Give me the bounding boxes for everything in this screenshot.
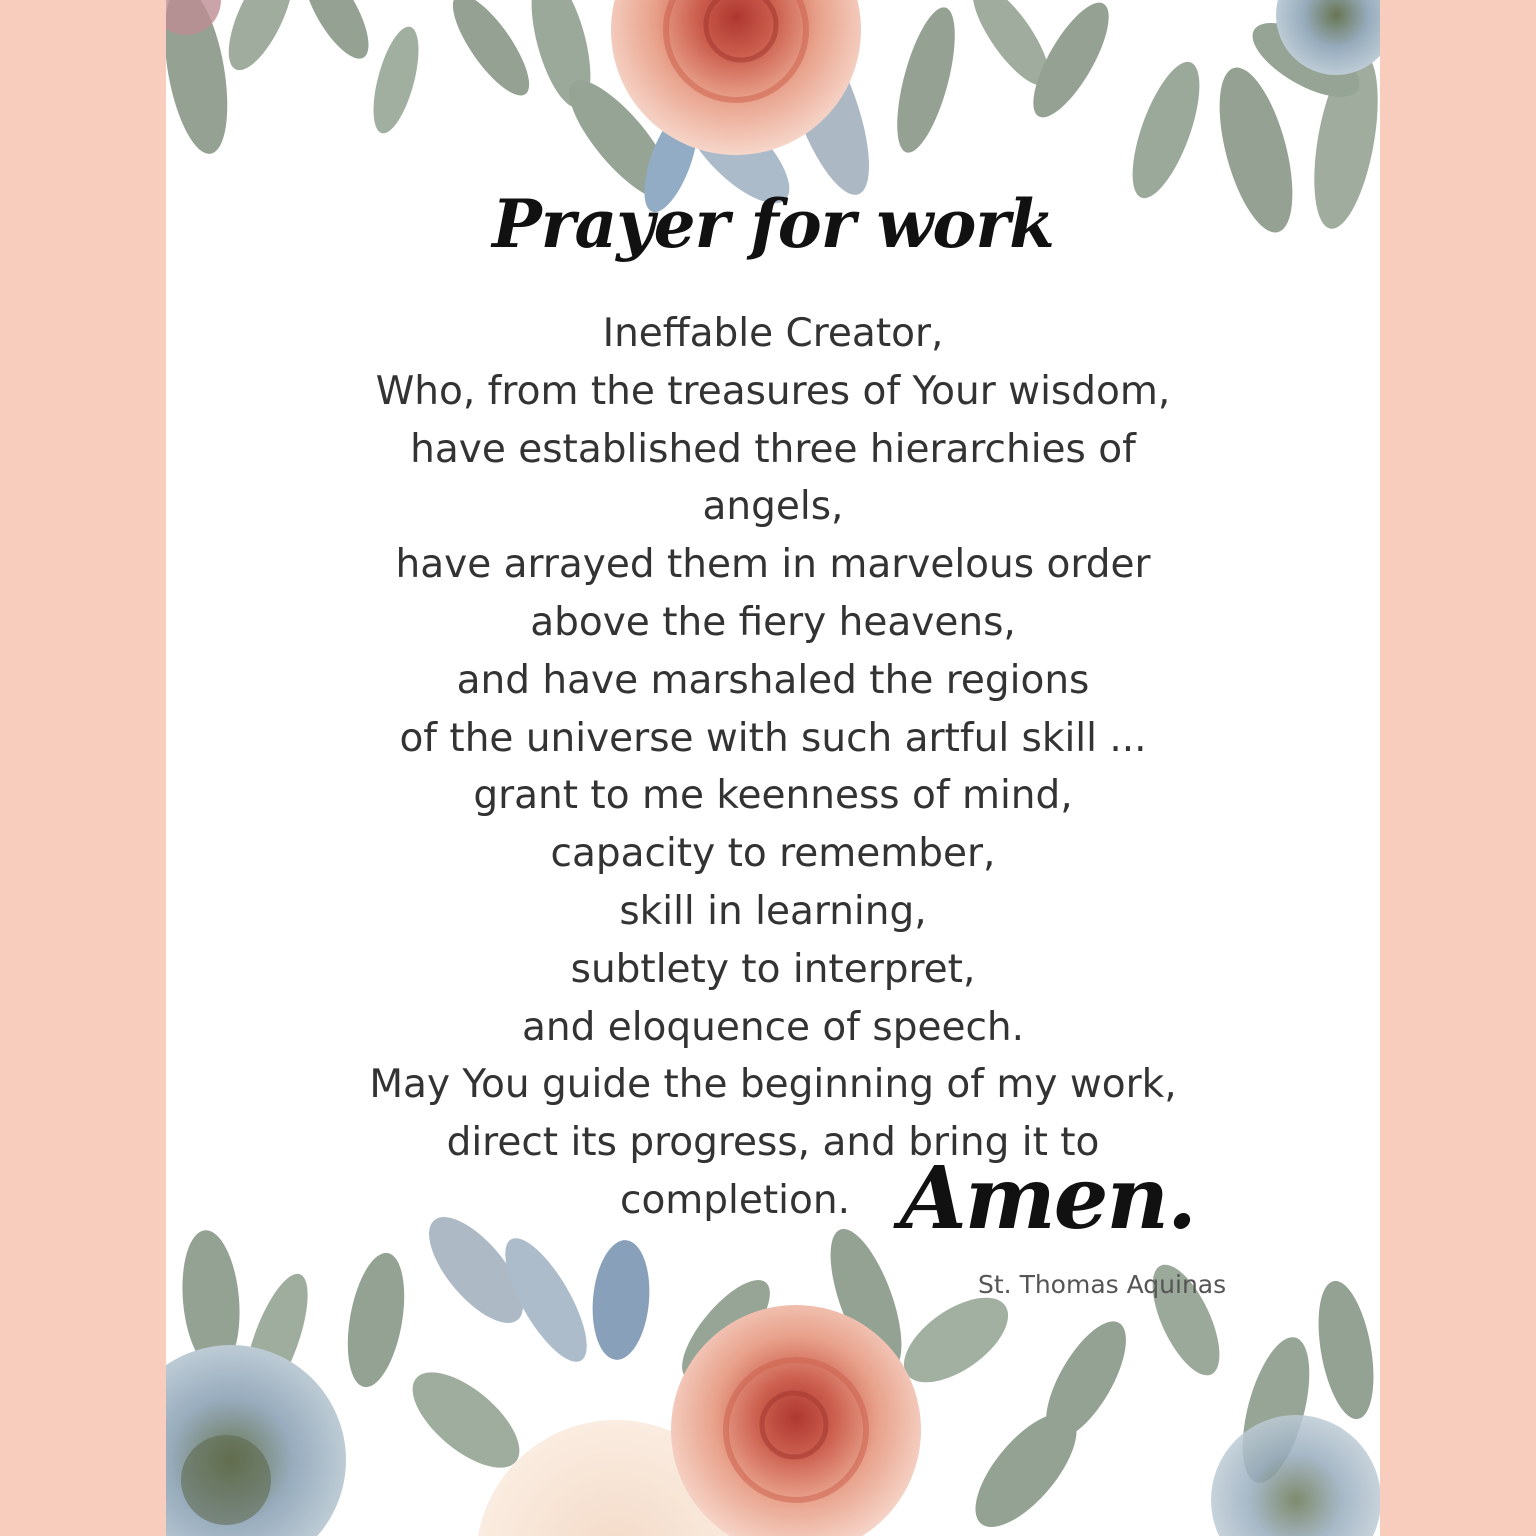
prayer-line: direct its progress, and bring it to	[446, 1120, 1100, 1166]
leaf-icon	[291, 0, 381, 68]
prayer-line: have established three hierarchies of	[410, 426, 1136, 472]
prayer-line: Who, from the treasures of Your wisdom,	[375, 368, 1171, 414]
prayer-line: and have marshaled the regions	[456, 657, 1090, 703]
prayer-line: have arrayed them in marvelous order	[395, 542, 1151, 588]
prayer-card	[166, 0, 1380, 1536]
leaf-icon	[339, 1249, 414, 1392]
prayer-line: capacity to remember,	[550, 831, 996, 877]
prayer-line: of the universe with such artful skill ...	[399, 715, 1147, 761]
leaf-icon	[1119, 54, 1213, 206]
attribution: St. Thomas Aquinas	[978, 1270, 1227, 1299]
closing-amen: Amen.	[900, 1148, 1195, 1249]
leaf-icon	[885, 2, 966, 158]
prayer-line: Ineffable Creator,	[602, 311, 944, 356]
prayer-line: May You guide the beginning of my work,	[369, 1062, 1177, 1108]
prayer-line: skill in learning,	[619, 888, 927, 934]
prayer-line: and eloquence of speech.	[521, 1004, 1025, 1050]
prayer-last-line	[166, 1172, 1380, 1230]
leaf-icon	[364, 22, 427, 138]
prayer-title: Prayer for work	[492, 185, 1054, 263]
bloom-icon	[1211, 1415, 1380, 1536]
prayer-line: above the fiery heavens,	[530, 599, 1016, 645]
prayer-line: angels,	[702, 484, 844, 530]
leaf-icon	[440, 0, 542, 106]
prayer-line: completion.	[620, 1177, 850, 1223]
prayer-line: grant to me keenness of mind,	[473, 773, 1073, 819]
prayer-line: subtlety to interpret,	[570, 946, 976, 992]
leaf-icon	[216, 0, 307, 79]
bottom-floral-cluster	[166, 1202, 1380, 1536]
leaf-icon	[588, 1238, 654, 1362]
leaf-icon	[1309, 1277, 1380, 1424]
prayer-text	[166, 305, 1380, 1230]
bloom-icon	[181, 1435, 271, 1525]
